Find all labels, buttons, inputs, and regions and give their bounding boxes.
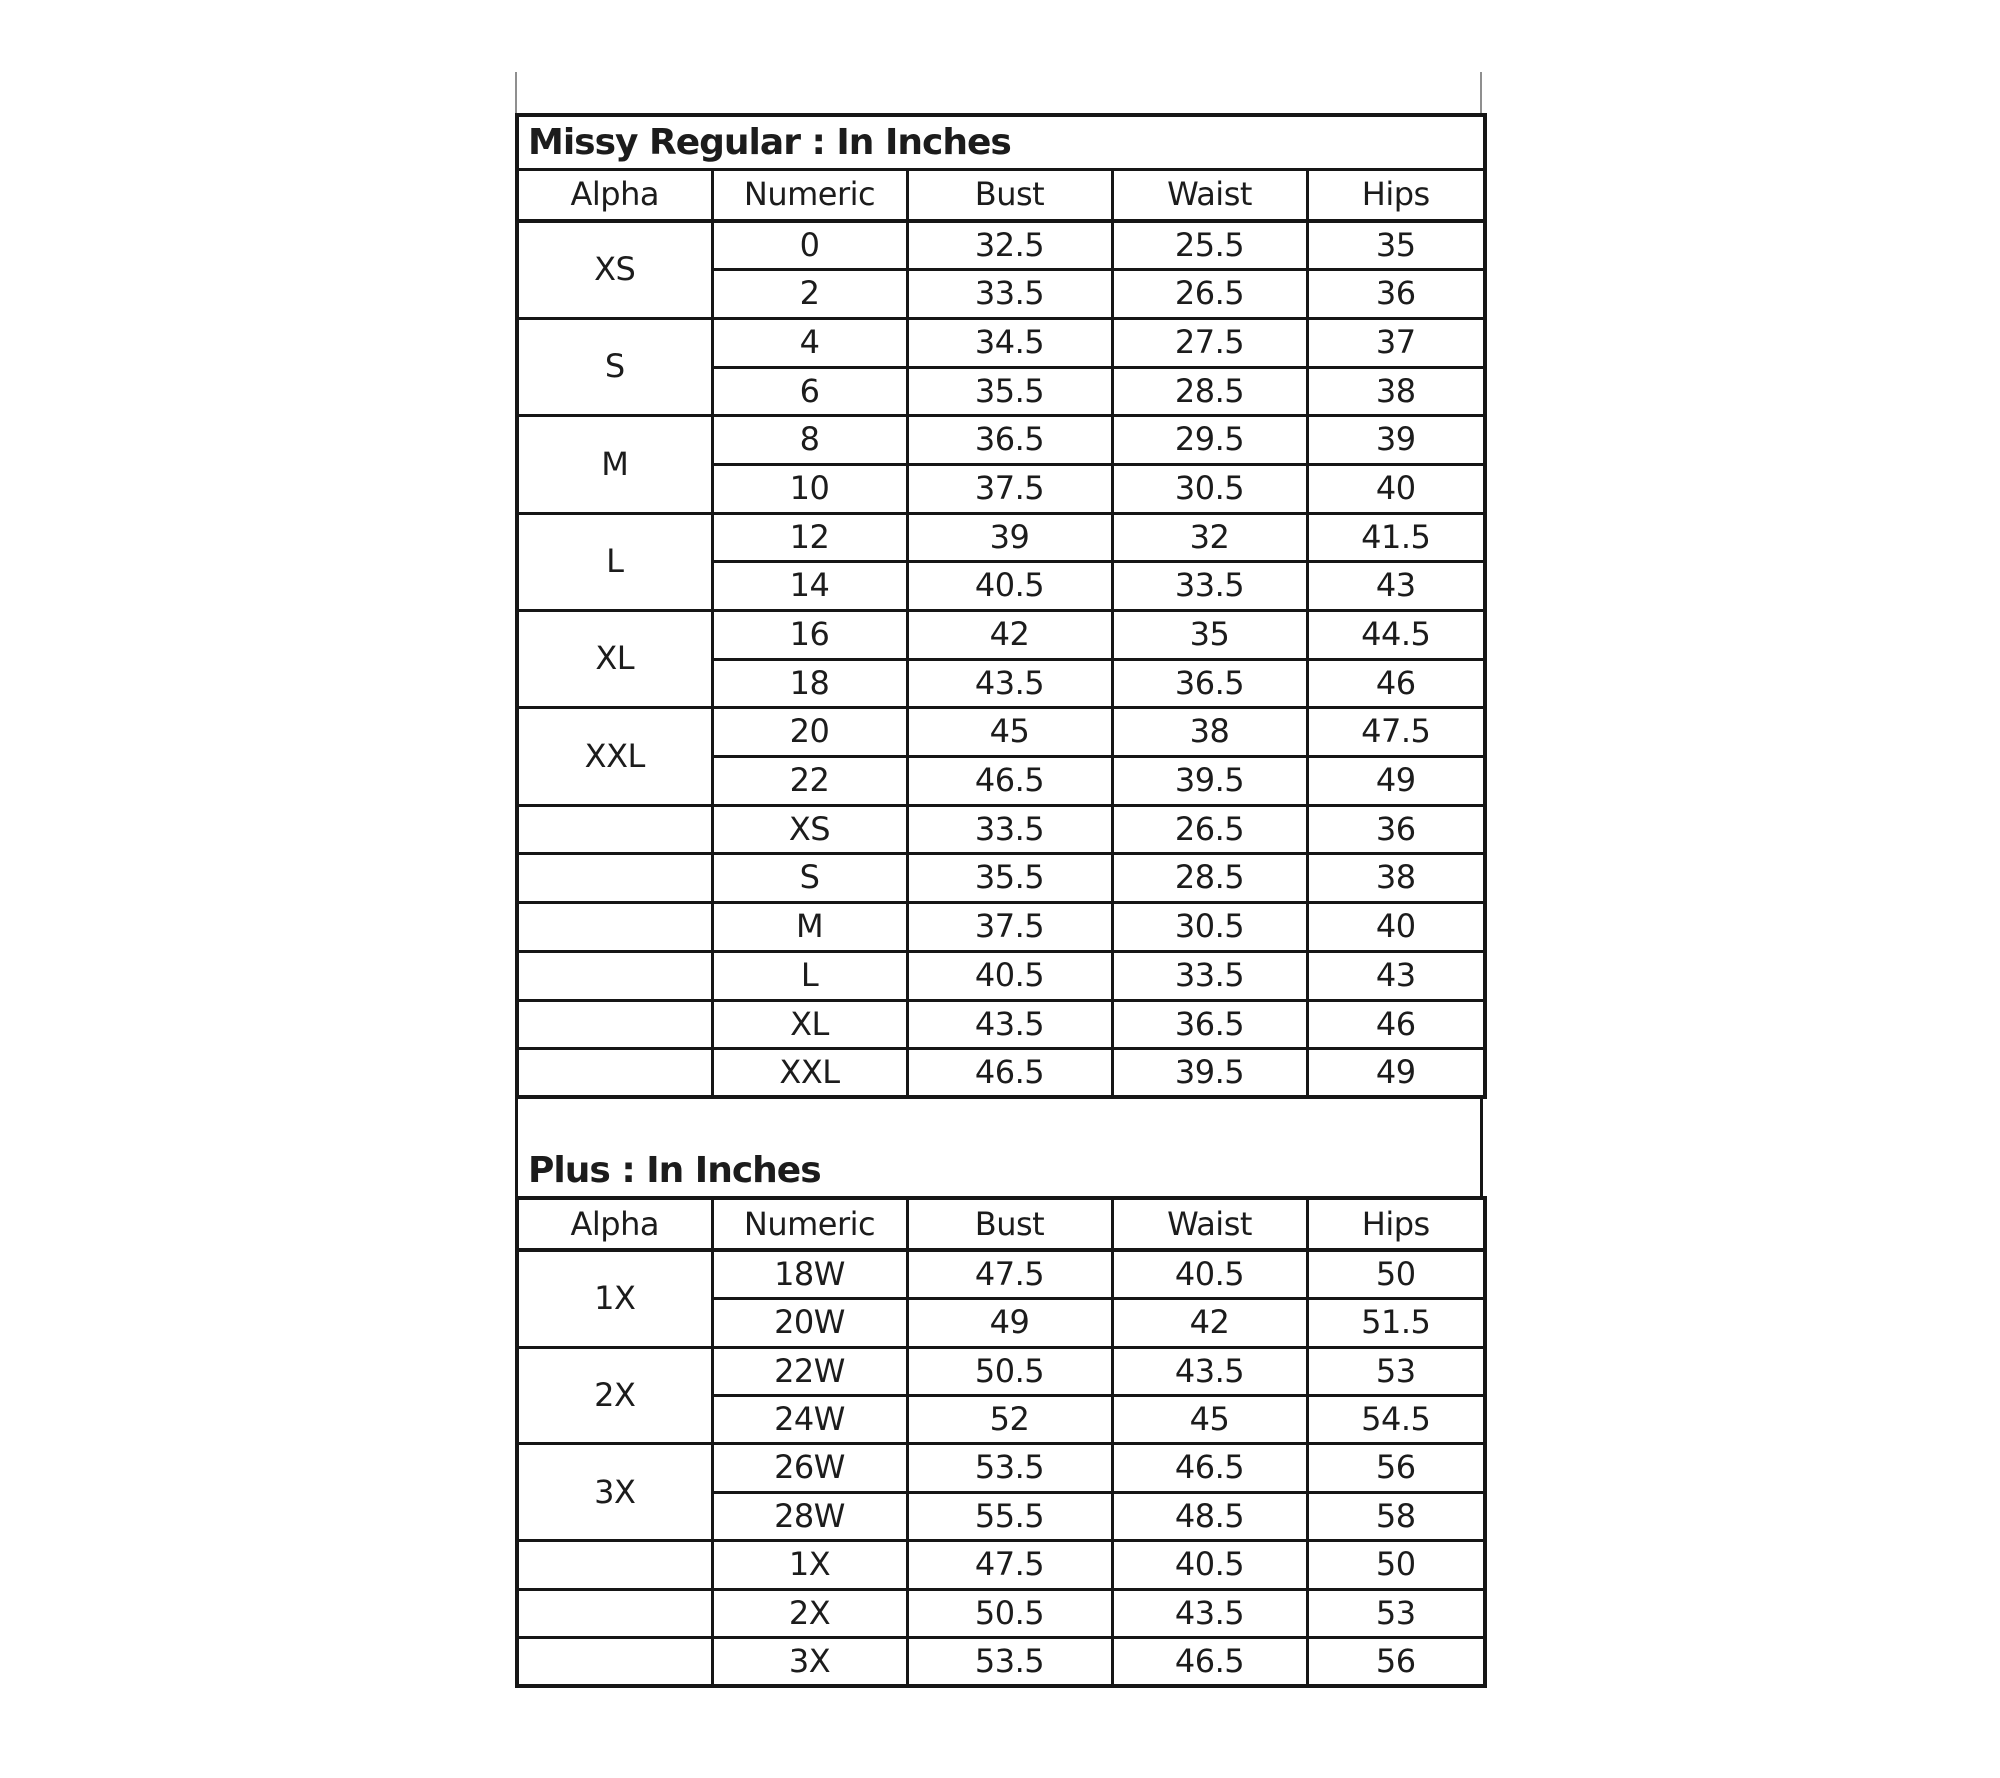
cell-alpha: XS	[517, 221, 712, 318]
table-row	[517, 318, 1485, 367]
cell-numeric: 2X	[712, 1589, 907, 1637]
cell-waist: 46.5	[1112, 1444, 1307, 1492]
cell-hips: 43	[1307, 951, 1485, 1000]
cell-bust: 50.5	[907, 1347, 1112, 1395]
corner-tick-right	[1480, 72, 1482, 113]
cell-waist: 39.5	[1112, 757, 1307, 806]
size-chart-sheet	[515, 72, 1483, 1688]
table-row	[517, 805, 1485, 854]
missy-table-title: Missy Regular : In Inches	[517, 115, 1485, 170]
cell-waist: 38	[1112, 708, 1307, 757]
cell-bust: 32.5	[907, 221, 1112, 270]
cell-bust: 55.5	[907, 1492, 1112, 1540]
cell-bust: 50.5	[907, 1589, 1112, 1637]
cell-hips: 50	[1307, 1250, 1485, 1298]
cell-bust: 45	[907, 708, 1112, 757]
missy-title-row	[517, 115, 1485, 170]
cell-hips: 35	[1307, 221, 1485, 270]
cell-numeric: 12	[712, 513, 907, 562]
cell-numeric: 22W	[712, 1347, 907, 1395]
cell-bust: 43.5	[907, 1000, 1112, 1049]
cell-alpha	[517, 1638, 712, 1686]
cell-waist: 36.5	[1112, 1000, 1307, 1049]
cell-alpha	[517, 951, 712, 1000]
cell-hips: 40	[1307, 903, 1485, 952]
cell-hips: 51.5	[1307, 1299, 1485, 1347]
cell-alpha: XL	[517, 611, 712, 708]
cell-hips: 36	[1307, 270, 1485, 319]
cell-alpha	[517, 854, 712, 903]
table-row	[517, 221, 1485, 270]
table-row	[517, 1638, 1485, 1686]
cell-bust: 34.5	[907, 318, 1112, 367]
cell-alpha	[517, 1000, 712, 1049]
cell-numeric: 28W	[712, 1492, 907, 1540]
column-header-waist: Waist	[1112, 170, 1307, 222]
cell-waist: 39.5	[1112, 1049, 1307, 1098]
cell-bust: 33.5	[907, 805, 1112, 854]
cell-alpha: L	[517, 513, 712, 610]
column-header-hips: Hips	[1307, 1198, 1485, 1250]
cell-alpha	[517, 1589, 712, 1637]
cell-bust: 42	[907, 611, 1112, 660]
cell-numeric: 20	[712, 708, 907, 757]
cell-waist: 25.5	[1112, 221, 1307, 270]
table-row	[517, 416, 1485, 465]
cell-hips: 53	[1307, 1589, 1485, 1637]
cell-waist: 27.5	[1112, 318, 1307, 367]
column-header-alpha: Alpha	[517, 170, 712, 222]
cell-numeric: 1X	[712, 1541, 907, 1589]
cell-numeric: 0	[712, 221, 907, 270]
plus-header-row	[517, 1198, 1485, 1250]
cell-numeric: 4	[712, 318, 907, 367]
cell-numeric: 10	[712, 464, 907, 513]
cell-numeric: M	[712, 903, 907, 952]
cell-waist: 28.5	[1112, 367, 1307, 416]
cell-bust: 46.5	[907, 1049, 1112, 1098]
cell-numeric: XS	[712, 805, 907, 854]
column-header-hips: Hips	[1307, 170, 1485, 222]
cell-waist: 40.5	[1112, 1250, 1307, 1298]
cell-numeric: 26W	[712, 1444, 907, 1492]
cell-waist: 33.5	[1112, 951, 1307, 1000]
table-row	[517, 611, 1485, 660]
table-row	[517, 1589, 1485, 1637]
cell-bust: 33.5	[907, 270, 1112, 319]
cell-waist: 43.5	[1112, 1347, 1307, 1395]
cell-alpha: M	[517, 416, 712, 513]
table-row	[517, 1049, 1485, 1098]
missy-header-row	[517, 170, 1485, 222]
cell-numeric: 8	[712, 416, 907, 465]
cell-bust: 36.5	[907, 416, 1112, 465]
cell-alpha	[517, 1049, 712, 1098]
cell-alpha: 2X	[517, 1347, 712, 1444]
cell-bust: 40.5	[907, 562, 1112, 611]
cell-bust: 35.5	[907, 367, 1112, 416]
cell-hips: 38	[1307, 854, 1485, 903]
cell-hips: 37	[1307, 318, 1485, 367]
cell-hips: 56	[1307, 1638, 1485, 1686]
cell-bust: 43.5	[907, 659, 1112, 708]
cell-waist: 35	[1112, 611, 1307, 660]
cell-hips: 44.5	[1307, 611, 1485, 660]
cell-waist: 29.5	[1112, 416, 1307, 465]
cell-numeric: 18W	[712, 1250, 907, 1298]
table-row	[517, 1541, 1485, 1589]
cell-hips: 38	[1307, 367, 1485, 416]
plus-size-table	[515, 1196, 1487, 1688]
cell-hips: 49	[1307, 1049, 1485, 1098]
column-header-numeric: Numeric	[712, 170, 907, 222]
table-row	[517, 1444, 1485, 1492]
table-row	[517, 1000, 1485, 1049]
table-row	[517, 1347, 1485, 1395]
cell-numeric: 16	[712, 611, 907, 660]
cell-alpha: XXL	[517, 708, 712, 805]
cell-waist: 33.5	[1112, 562, 1307, 611]
cell-bust: 37.5	[907, 464, 1112, 513]
cell-waist: 36.5	[1112, 659, 1307, 708]
cell-waist: 40.5	[1112, 1541, 1307, 1589]
cell-waist: 28.5	[1112, 854, 1307, 903]
cell-numeric: 20W	[712, 1299, 907, 1347]
table-row	[517, 708, 1485, 757]
table-row	[517, 1250, 1485, 1298]
cell-hips: 46	[1307, 1000, 1485, 1049]
cell-alpha: 1X	[517, 1250, 712, 1347]
cell-numeric: 14	[712, 562, 907, 611]
table-row	[517, 951, 1485, 1000]
cell-waist: 46.5	[1112, 1638, 1307, 1686]
cell-hips: 46	[1307, 659, 1485, 708]
cell-waist: 48.5	[1112, 1492, 1307, 1540]
cell-hips: 54.5	[1307, 1396, 1485, 1444]
cell-bust: 46.5	[907, 757, 1112, 806]
plus-title-block	[515, 1099, 1483, 1196]
corner-tick-left	[515, 72, 517, 113]
column-header-waist: Waist	[1112, 1198, 1307, 1250]
cell-alpha	[517, 1541, 712, 1589]
cell-numeric: XXL	[712, 1049, 907, 1098]
cell-alpha	[517, 805, 712, 854]
cell-waist: 26.5	[1112, 805, 1307, 854]
cell-waist: 30.5	[1112, 903, 1307, 952]
cell-hips: 36	[1307, 805, 1485, 854]
cell-hips: 47.5	[1307, 708, 1485, 757]
table-row	[517, 903, 1485, 952]
column-header-alpha: Alpha	[517, 1198, 712, 1250]
cell-bust: 37.5	[907, 903, 1112, 952]
cell-waist: 26.5	[1112, 270, 1307, 319]
cell-hips: 43	[1307, 562, 1485, 611]
cell-bust: 47.5	[907, 1250, 1112, 1298]
cell-bust: 52	[907, 1396, 1112, 1444]
cell-bust: 49	[907, 1299, 1112, 1347]
cell-hips: 49	[1307, 757, 1485, 806]
cell-bust: 47.5	[907, 1541, 1112, 1589]
cell-bust: 53.5	[907, 1444, 1112, 1492]
cell-numeric: 24W	[712, 1396, 907, 1444]
cell-hips: 58	[1307, 1492, 1485, 1540]
cell-waist: 45	[1112, 1396, 1307, 1444]
cell-waist: 30.5	[1112, 464, 1307, 513]
cell-hips: 53	[1307, 1347, 1485, 1395]
column-header-bust: Bust	[907, 1198, 1112, 1250]
table-row	[517, 513, 1485, 562]
cell-hips: 50	[1307, 1541, 1485, 1589]
cell-numeric: L	[712, 951, 907, 1000]
missy-size-table	[515, 113, 1487, 1099]
cell-bust: 40.5	[907, 951, 1112, 1000]
cell-numeric: 22	[712, 757, 907, 806]
cell-waist: 42	[1112, 1299, 1307, 1347]
cell-waist: 32	[1112, 513, 1307, 562]
cell-hips: 39	[1307, 416, 1485, 465]
cell-bust: 39	[907, 513, 1112, 562]
column-header-bust: Bust	[907, 170, 1112, 222]
cell-numeric: 3X	[712, 1638, 907, 1686]
cell-alpha	[517, 903, 712, 952]
plus-table-title: Plus : In Inches	[528, 1150, 821, 1192]
cell-hips: 56	[1307, 1444, 1485, 1492]
cell-waist: 43.5	[1112, 1589, 1307, 1637]
cell-numeric: 6	[712, 367, 907, 416]
cell-numeric: S	[712, 854, 907, 903]
cell-hips: 40	[1307, 464, 1485, 513]
cell-hips: 41.5	[1307, 513, 1485, 562]
column-header-numeric: Numeric	[712, 1198, 907, 1250]
cell-alpha: S	[517, 318, 712, 415]
cell-numeric: XL	[712, 1000, 907, 1049]
cell-numeric: 18	[712, 659, 907, 708]
cell-bust: 35.5	[907, 854, 1112, 903]
cell-alpha: 3X	[517, 1444, 712, 1541]
table-row	[517, 854, 1485, 903]
cell-numeric: 2	[712, 270, 907, 319]
cell-bust: 53.5	[907, 1638, 1112, 1686]
